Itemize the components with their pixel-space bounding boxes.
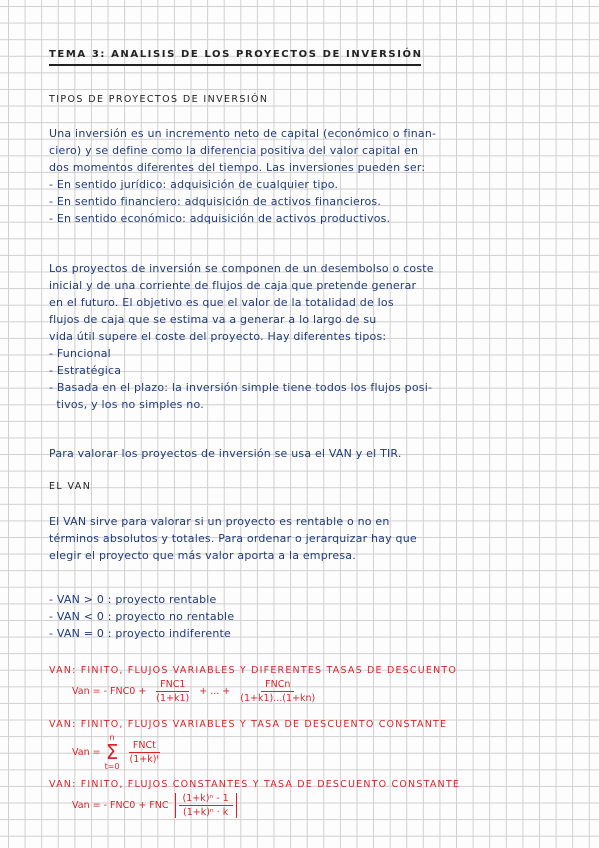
p2-line-6: - Funcional — [49, 347, 111, 360]
formula-1 — [72, 679, 321, 704]
formula-2-fraction — [126, 740, 164, 765]
p4-line-2: términos absolutos y totales. Para ordenar o jerarquizar hay que — [49, 532, 417, 545]
p1-line-5: - En sentido financiero: adquisición de activos financieros. — [49, 195, 382, 208]
formula-3-lhs: Van = - FNC0 + FNC — [72, 800, 169, 811]
p2-line-9: tivos, y los no simples no. — [49, 398, 204, 411]
section-heading-tipos: TIPOS DE PROYECTOS DE INVERSIÓN — [49, 94, 269, 105]
formula-1-den-1: (1+k1) — [156, 693, 190, 704]
page-title: TEMA 3: ANALISIS DE LOS PROYECTOS DE INVERSIÓN — [49, 49, 423, 60]
p2-line-2: inicial y de una corriente de flujos de caja que pretende generar — [49, 279, 417, 292]
p2-line-3: en el futuro. El objetivo es que el valor de la totalidad de los — [49, 296, 394, 309]
formula-2-den: (1+k)ᵗ — [129, 753, 160, 765]
formula-3-den: (1+k)ⁿ · k — [182, 807, 229, 818]
formula-2 — [72, 733, 165, 771]
formula-2-lhs: Van = — [72, 746, 101, 758]
van-list-item-positive: - VAN > 0 : proyecto rentable — [49, 593, 217, 606]
van-list-item-negative: - VAN < 0 : proyecto no rentable — [49, 610, 235, 623]
p2-line-1: Los proyectos de inversión se componen de un desembolso o coste — [49, 262, 434, 275]
formula-1-num-1: FNC1 — [156, 679, 189, 692]
formula-1-den-n: (1+k1)...(1+kn) — [240, 693, 316, 704]
summation-upper: n — [109, 733, 115, 742]
formula-1-header: VAN: FINITO, FLUJOS VARIABLES Y DIFERENTES TASAS DE DESCUENTO — [49, 665, 458, 676]
formula-2-num: FNCt — [129, 740, 160, 753]
p1-line-3: dos momentos diferentes del tiempo. Las inversiones pueden ser: — [49, 161, 426, 174]
p1-line-6: - En sentido económico: adquisición de activos productivos. — [49, 212, 391, 225]
formula-2-header: VAN: FINITO, FLUJOS VARIABLES Y TASA DE DESCUENTO CONSTANTE — [49, 719, 448, 730]
van-list-item-zero: - VAN = 0 : proyecto indiferente — [49, 627, 232, 640]
p2-line-8: - Basada en el plazo: la inversión simple tiene todos los flujos posi- — [49, 381, 433, 394]
p2-line-7: - Estratégica — [49, 364, 122, 377]
formula-1-lhs: Van = - FNC0 + — [72, 686, 147, 697]
formula-3 — [72, 793, 239, 818]
p2-line-5: vida útil supere el coste del proyecto. Hay diferentes tipos: — [49, 330, 387, 343]
summation-symbol — [105, 733, 120, 771]
p2-line-4: flujos de caja que se estima va a generar a lo largo de su — [49, 313, 377, 326]
formula-3-fraction — [175, 793, 237, 818]
formula-3-header: VAN: FINITO, FLUJOS CONSTANTES Y TASA DE DESCUENTO CONSTANTE — [49, 779, 461, 790]
formula-1-fraction-1 — [152, 679, 193, 704]
title-underline — [49, 64, 421, 66]
p1-line-2: ciero) y se define como la diferencia positiva del valor capital en — [49, 144, 419, 157]
formula-1-num-n: FNCn — [261, 679, 294, 692]
p4-line-1: El VAN sirve para valorar si un proyecto es rentable o no en — [49, 515, 390, 528]
formula-3-num: (1+k)ⁿ - 1 — [179, 793, 233, 806]
p1-line-4: - En sentido jurídico: adquisición de cualquier tipo. — [49, 178, 339, 191]
summation-lower: t=0 — [104, 762, 120, 771]
p4-line-3: elegir el proyecto que más valor aporta a la empresa. — [49, 549, 356, 562]
p3-line: Para valorar los proyectos de inversión se usa el VAN y el TIR. — [49, 447, 402, 460]
sigma-icon: Σ — [105, 740, 119, 764]
formula-1-mid: + ... + — [199, 686, 231, 697]
section-heading-van: EL VAN — [49, 481, 92, 492]
formula-1-fraction-n — [236, 679, 319, 704]
p1-line-1: Una inversión es un incremento neto de capital (económico o finan- — [49, 127, 437, 140]
